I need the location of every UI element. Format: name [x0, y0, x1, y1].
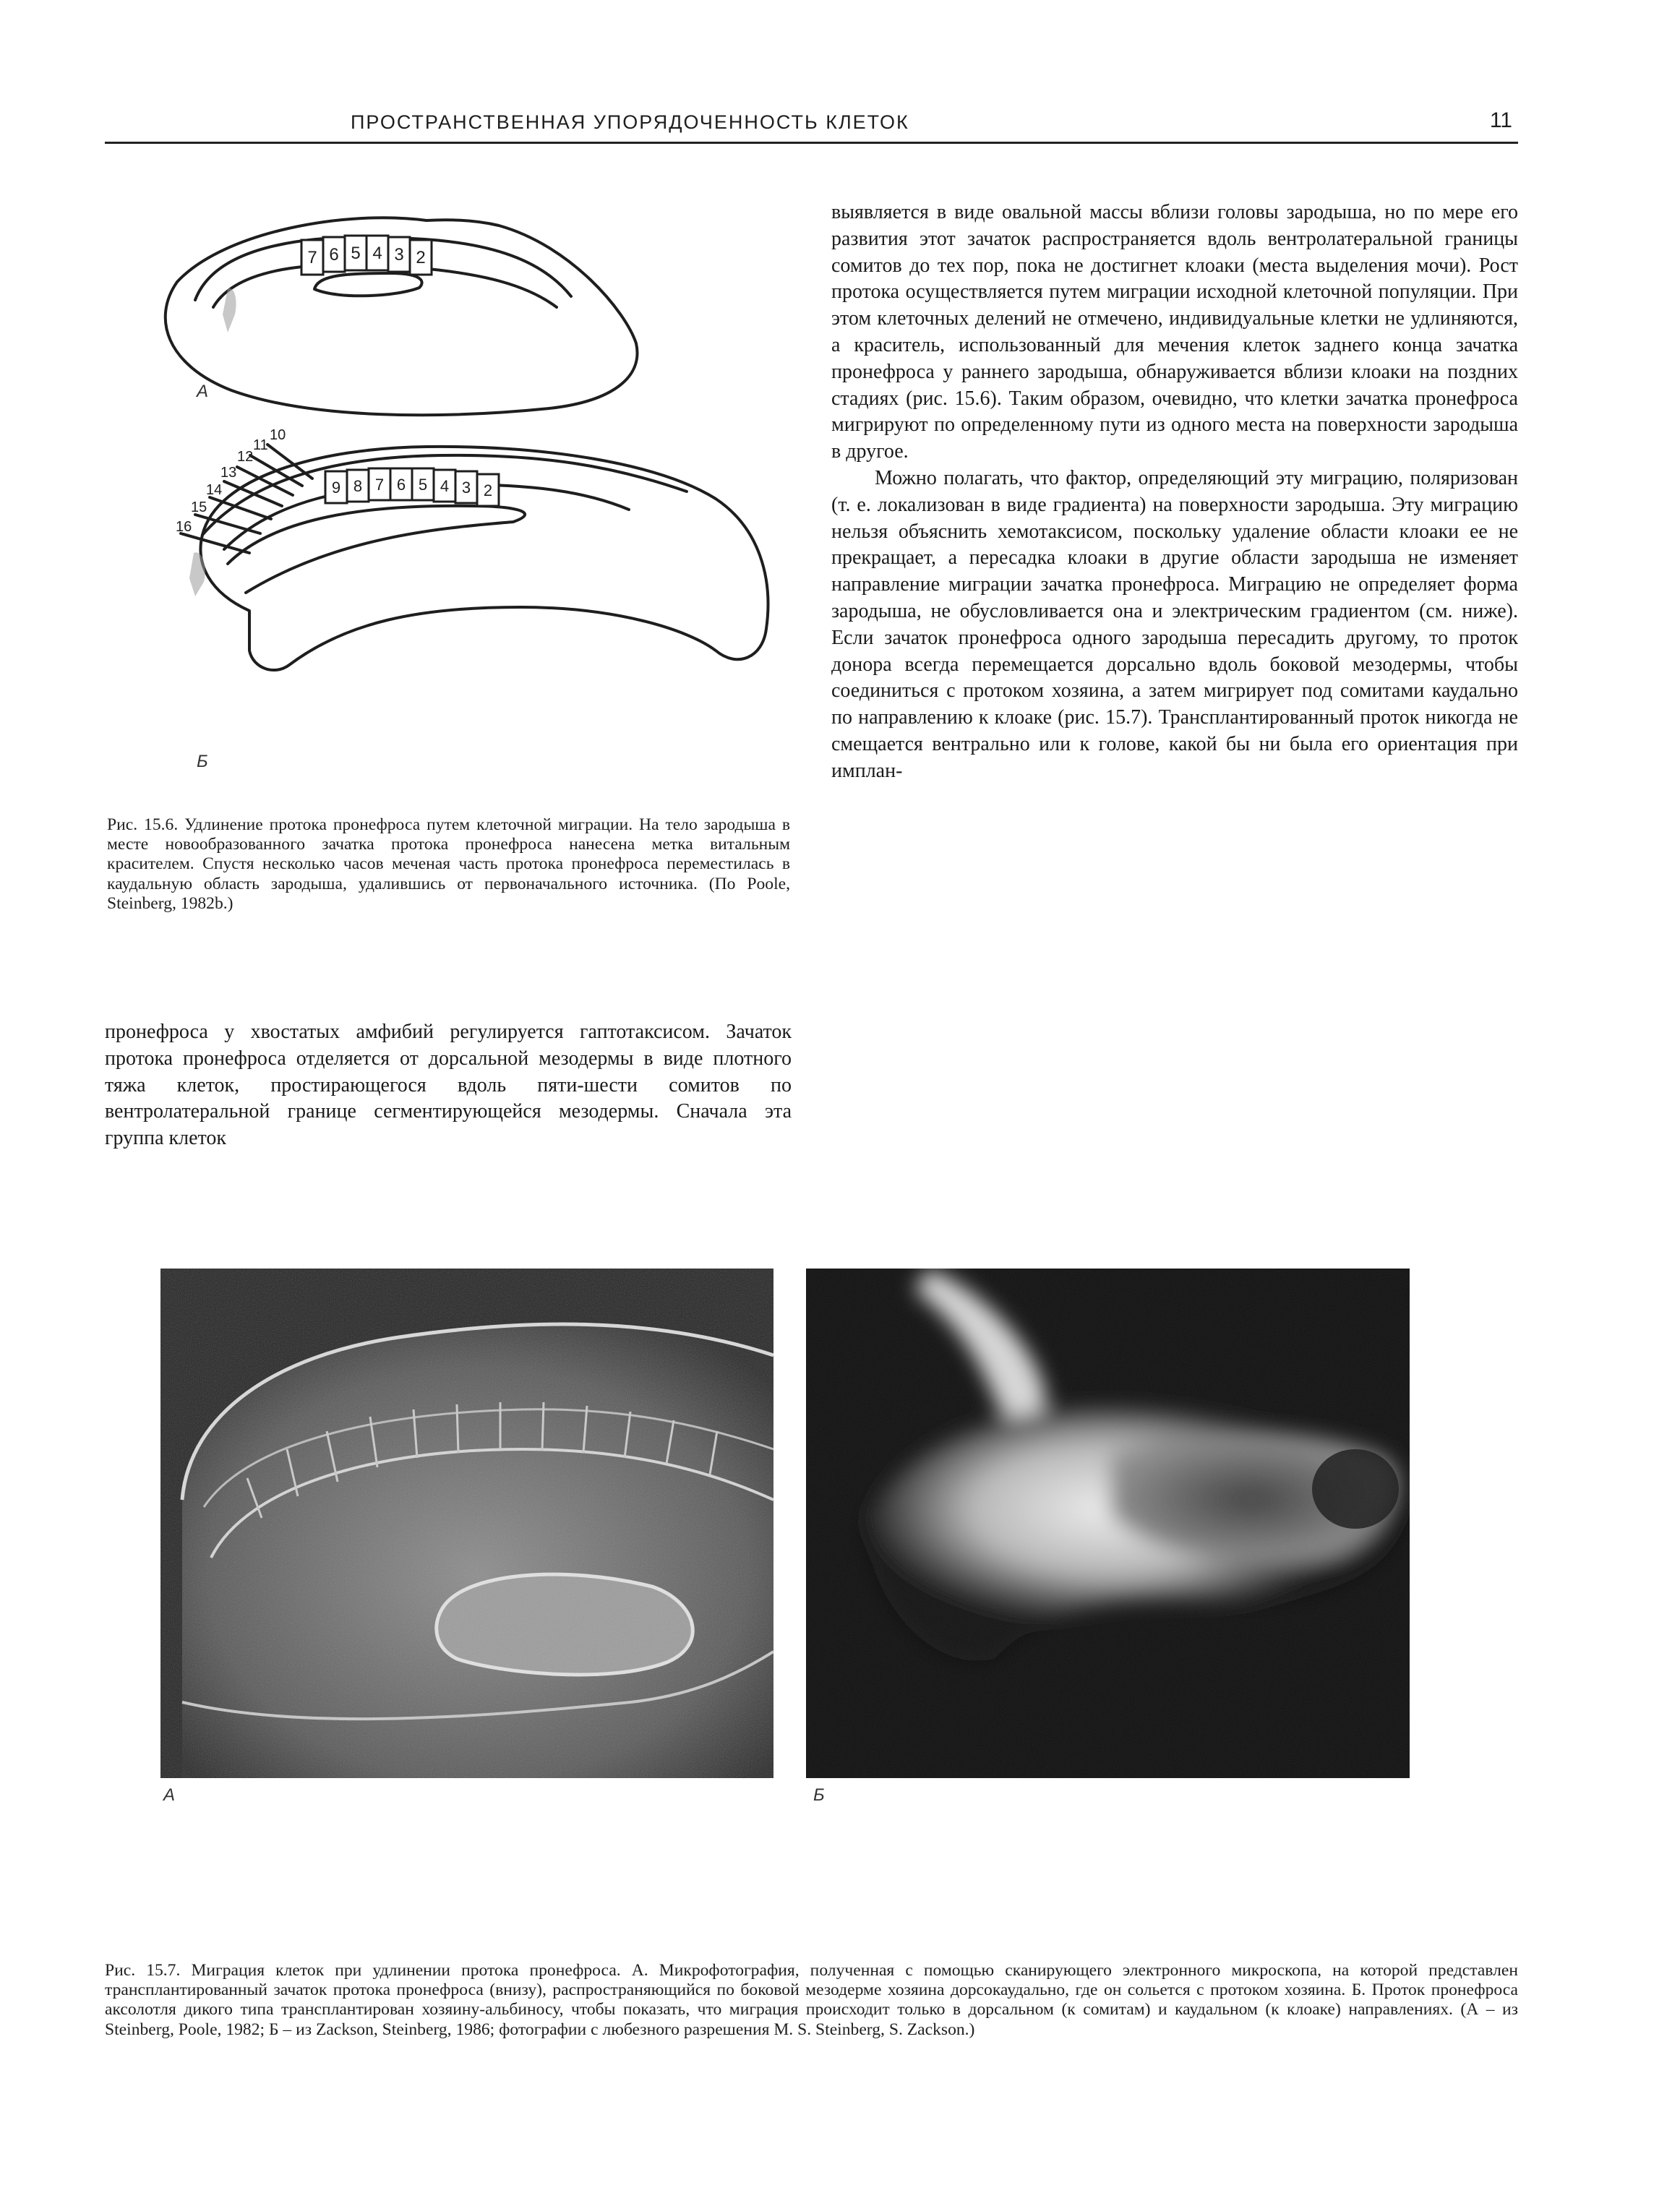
sem-micrograph	[160, 1269, 773, 1778]
somite-a-label: 2	[416, 248, 426, 267]
fig157-panel-b-letter: Б	[813, 1785, 825, 1805]
outer-label-b: 16	[176, 519, 192, 535]
somite-a-label: 5	[351, 244, 361, 263]
fig156-panel-a-letter: А	[197, 382, 209, 401]
left-column	[105, 1019, 792, 1152]
paragraph: пронефроса у хвостатых амфибий регулируется гаптотаксисом. Зачаток протока пронефроса отделяется от дорсальной мезодермы в виде плотного тяжа клеток, простирающегося вдоль пяти-шести сомитов по вентролатеральной границе сегментирующейся мезодермы. Сначала эта группа клеток	[105, 1021, 792, 1150]
somite-a-label: 7	[307, 248, 317, 267]
somite-b-label: 2	[483, 481, 493, 499]
somite-b-label: 8	[353, 477, 363, 495]
fig156-panel-b-letter: Б	[197, 752, 208, 771]
outer-label-b: 12	[237, 449, 254, 465]
outer-label-b: 14	[206, 482, 223, 498]
page-number: 11	[1489, 108, 1512, 132]
fig157-panel-a-letter: А	[163, 1785, 176, 1805]
fluorescence-photo	[806, 1269, 1410, 1778]
somite-b-label: 3	[461, 478, 471, 497]
somite-a-label: 4	[372, 244, 382, 263]
somite-b-label: 9	[331, 478, 341, 497]
figure-15-6-caption: Рис. 15.6. Удлинение протока пронефроса путем клеточной миграции. На тело зародыша в месте новообразованного зачатка протока пронефроса нанесена метка витальным красителем. Спустя несколько часов меченая часть протока пронефроса переместилась в каудальную область зародыша, удалившись от первоначального источника. (По Poole, Steinberg, 1982b.)	[107, 815, 790, 913]
duct-a	[314, 273, 422, 296]
dye-mark-b	[189, 552, 205, 596]
outer-label-b: 13	[220, 465, 237, 481]
outer-label-b: 11	[253, 437, 268, 453]
running-head	[105, 108, 1518, 144]
paragraph: Можно полагать, что фактор, определяющий эту миграцию, поляризован (т. е. локализован в виде градиента) на поверхности зародыша. Эту миграцию нельзя объяснить хемотаксисом, поскольку удаление области клоаки ее не прекращает, а пересадка клоаки в другие области зародыша не изменяет направление миграции зачатка пронефроса. Миграцию не определяет форма зародыша, не обусловливается она и электрическим градиентом (см. ниже). Если зачаток пронефроса одного зародыша пересадить другому, то проток донора всегда перемещается дорсально вдоль боковой мезодермы, чтобы соединиться с протоком хозяина, а затем мигрирует под сомитами каудально по направлению к клоаке (рис. 15.7). Трансплантированный проток никогда не смещается вентрально или к голове, какой бы ни была его ориентация при имплан-	[831, 466, 1518, 782]
running-title: ПРОСТРАНСТВЕННАЯ УПОРЯДОЧЕННОСТЬ КЛЕТОК	[351, 111, 909, 133]
somite-b-label: 7	[374, 476, 385, 494]
somite-b-label: 5	[418, 476, 428, 494]
figure-15-7-caption: Рис. 15.7. Миграция клеток при удлинении протока пронефроса. А. Микрофотография, полученная с помощью сканирующего электронного микроскопа, на которой представлен трансплантированный зачаток протока пронефроса (внизу), распространяющийся по боковой мезодерме хозяина дорсокаудально, где он сольется с протоком хозяина. Б. Проток пронефроса аксолотля дикого типа трансплантирован хозяину-альбиносу, чтобы показать, что миграция происходит только в дорсальном (к сомитам) и каудальном (к клоаке) направлениях. (А – из Steinberg, Poole, 1982; Б – из Zackson, Steinberg, 1986; фотографии с любезного разрешения M. S. Steinberg, S. Zackson.)	[105, 1961, 1518, 2039]
paragraph: выявляется в виде овальной массы вблизи головы зародыша, но по мере его развития этот зачаток распространяется вдоль вентролатеральной границы сомитов до тех пор, пока не достигнет клоаки (места выделения мочи). Рост протока осуществляется путем миграции исходной клеточной популяции. При этом клеточных делений не отмечено, индивидуальные клетки не удлиняются, а краситель, использованный для мечения клеток заднего конца зачатка пронефроса у раннего зародыша, обнаруживается вблизи клоаки на поздних стадиях (рис. 15.6). Таким образом, очевидно, что клетки зачатка пронефроса мигрируют по определенному пути из одного места на поверхности зародыша в другое.	[831, 201, 1518, 463]
somite-b-label: 4	[440, 477, 450, 495]
somite-b-label: 6	[396, 476, 406, 494]
figure-15-6-drawing	[108, 188, 781, 781]
somite-a-label: 3	[394, 245, 404, 265]
outer-label-b: 10	[270, 427, 286, 443]
outer-label-b: 15	[191, 499, 207, 515]
right-column	[831, 199, 1518, 785]
somite-a-label: 6	[329, 245, 339, 265]
